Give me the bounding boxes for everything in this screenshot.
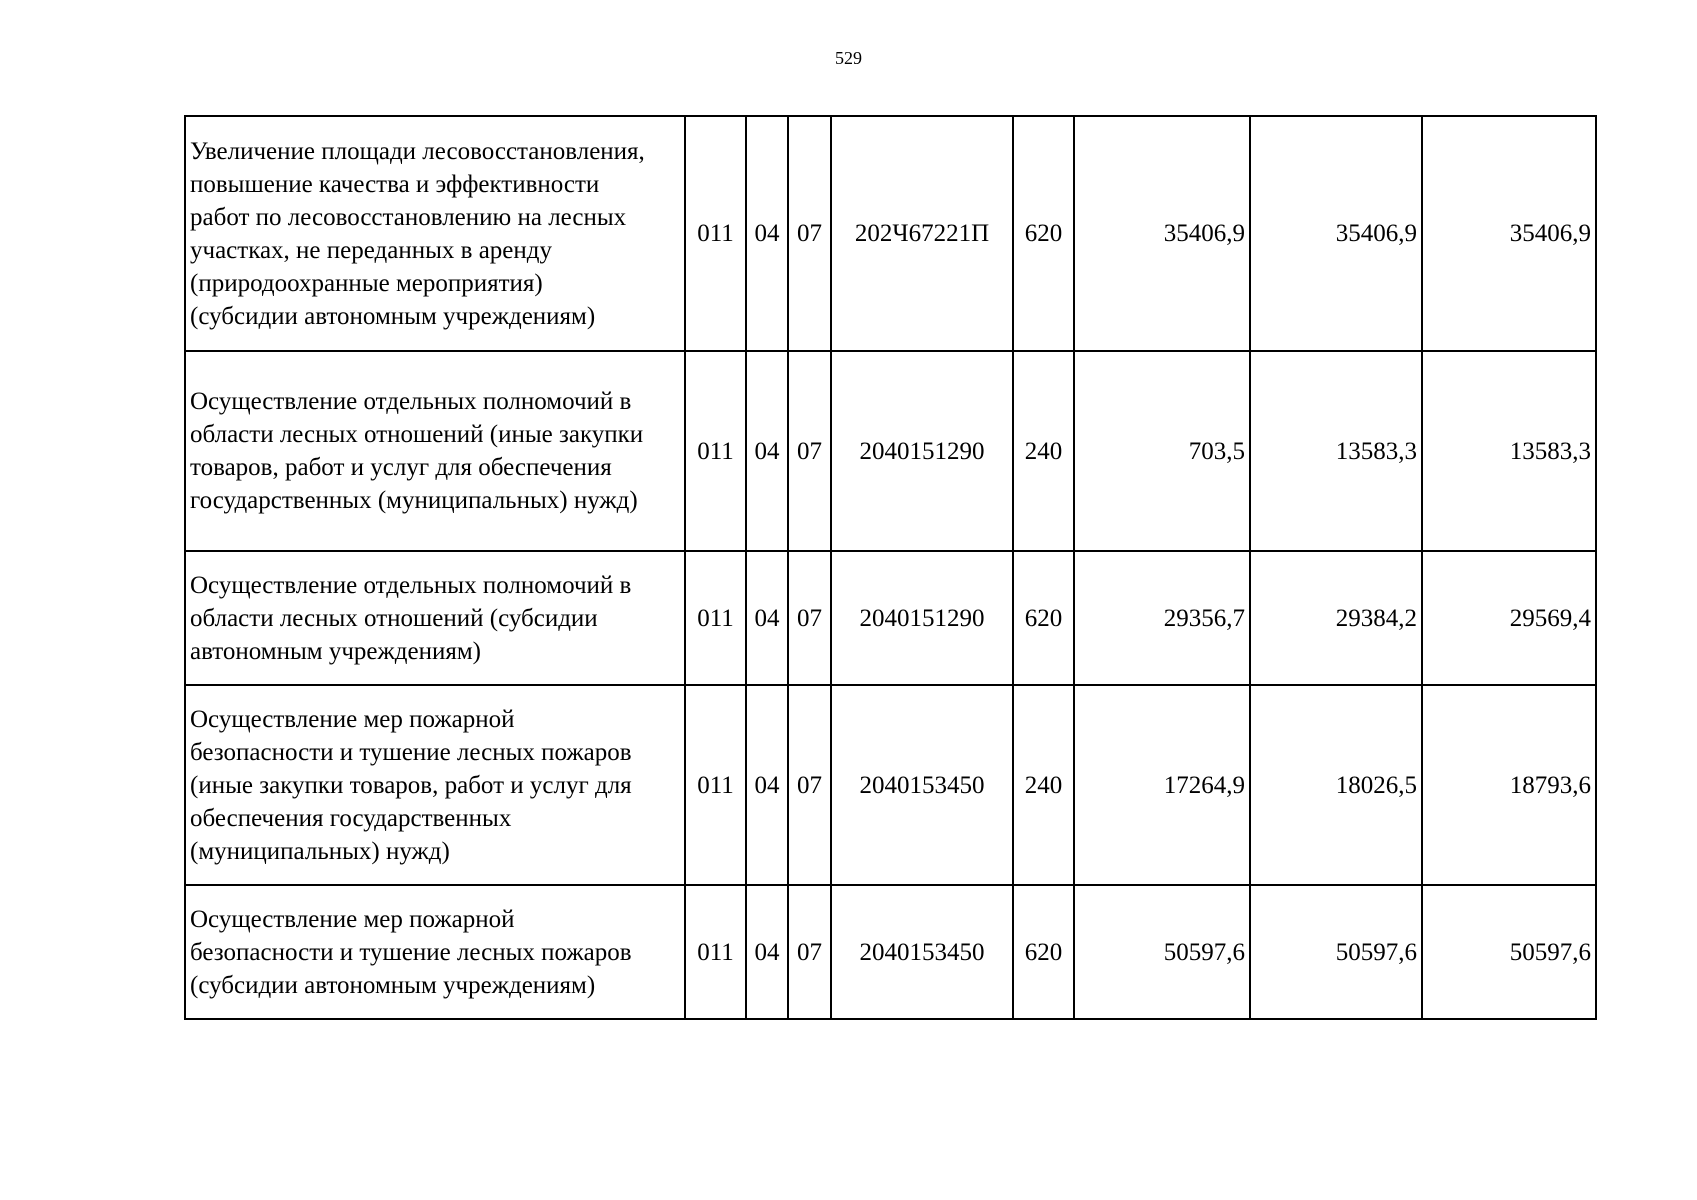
description-cell bbox=[185, 885, 685, 1019]
target-article-cell: 2040151290 bbox=[831, 351, 1013, 551]
amount-3-cell: 29569,4 bbox=[1422, 551, 1596, 685]
budget-table bbox=[184, 115, 1597, 1020]
description-cell bbox=[185, 351, 685, 551]
amount-2-cell: 18026,5 bbox=[1250, 685, 1422, 885]
amount-3-cell: 35406,9 bbox=[1422, 116, 1596, 351]
section-code-cell: 04 bbox=[746, 685, 788, 885]
expense-type-cell: 240 bbox=[1013, 351, 1074, 551]
amount-1-cell: 35406,9 bbox=[1074, 116, 1250, 351]
amount-2-cell: 50597,6 bbox=[1250, 885, 1422, 1019]
subsection-code-cell: 07 bbox=[788, 885, 831, 1019]
page-number: 529 bbox=[835, 48, 862, 68]
description-cell bbox=[185, 116, 685, 351]
amount-2-cell: 13583,3 bbox=[1250, 351, 1422, 551]
subsection-code-cell: 07 bbox=[788, 685, 831, 885]
target-article-cell: 2040153450 bbox=[831, 885, 1013, 1019]
subsection-code-cell: 07 bbox=[788, 351, 831, 551]
amount-3-cell: 13583,3 bbox=[1422, 351, 1596, 551]
expense-type-cell: 240 bbox=[1013, 685, 1074, 885]
amount-2-cell: 35406,9 bbox=[1250, 116, 1422, 351]
ministry-code-cell: 011 bbox=[685, 885, 746, 1019]
expense-type-cell: 620 bbox=[1013, 116, 1074, 351]
table-row bbox=[185, 885, 1596, 1019]
amount-2-cell: 29384,2 bbox=[1250, 551, 1422, 685]
section-code-cell: 04 bbox=[746, 885, 788, 1019]
description-text: Осуществление мер пожарной безопасности и тушение лесных пожаров (субсидии автономным учреждениям) bbox=[190, 905, 632, 999]
description-text: Увеличение площади лесовосстановления, повышение качества и эффективности работ по лесовосстановлению на лесных участках, не переданных в аренду (природоохранные мероприятия) (субсидии автономным учреждениям) bbox=[190, 137, 645, 330]
amount-1-cell: 29356,7 bbox=[1074, 551, 1250, 685]
expense-type-cell: 620 bbox=[1013, 885, 1074, 1019]
amount-1-cell: 17264,9 bbox=[1074, 685, 1250, 885]
amount-3-cell: 18793,6 bbox=[1422, 685, 1596, 885]
expense-type-cell: 620 bbox=[1013, 551, 1074, 685]
description-text: Осуществление мер пожарной безопасности и тушение лесных пожаров (иные закупки товаров, работ и услуг для обеспечения государственных (муниципальных) нужд) bbox=[190, 705, 632, 865]
subsection-code-cell: 07 bbox=[788, 116, 831, 351]
section-code-cell: 04 bbox=[746, 351, 788, 551]
table-row bbox=[185, 685, 1596, 885]
table-row bbox=[185, 351, 1596, 551]
amount-3-cell: 50597,6 bbox=[1422, 885, 1596, 1019]
ministry-code-cell: 011 bbox=[685, 551, 746, 685]
description-text: Осуществление отдельных полномочий в области лесных отношений (иные закупки товаров, работ и услуг для обеспечения государственных (муниципальных) нужд) bbox=[190, 388, 644, 514]
description-cell bbox=[185, 685, 685, 885]
ministry-code-cell: 011 bbox=[685, 685, 746, 885]
ministry-code-cell: 011 bbox=[685, 351, 746, 551]
table-row bbox=[185, 551, 1596, 685]
description-cell bbox=[185, 551, 685, 685]
section-code-cell: 04 bbox=[746, 116, 788, 351]
section-code-cell: 04 bbox=[746, 551, 788, 685]
target-article-cell: 202Ч67221П bbox=[831, 116, 1013, 351]
amount-1-cell: 50597,6 bbox=[1074, 885, 1250, 1019]
table-row bbox=[185, 116, 1596, 351]
amount-1-cell: 703,5 bbox=[1074, 351, 1250, 551]
description-text: Осуществление отдельных полномочий в области лесных отношений (субсидии автономным учреждениям) bbox=[190, 571, 632, 665]
target-article-cell: 2040153450 bbox=[831, 685, 1013, 885]
ministry-code-cell: 011 bbox=[685, 116, 746, 351]
target-article-cell: 2040151290 bbox=[831, 551, 1013, 685]
subsection-code-cell: 07 bbox=[788, 551, 831, 685]
